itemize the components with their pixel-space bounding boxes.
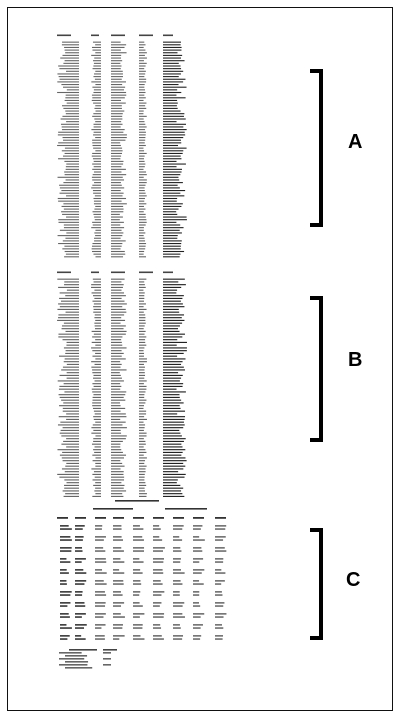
bracket-label-c: C bbox=[346, 569, 361, 591]
fine-print-lines bbox=[55, 278, 203, 498]
bracket-a bbox=[310, 69, 326, 227]
listing-a-header bbox=[55, 33, 203, 40]
summary-table-rows bbox=[55, 495, 245, 690]
bracket-b bbox=[310, 296, 326, 442]
document-page bbox=[7, 7, 393, 711]
fine-print-lines bbox=[55, 41, 203, 258]
summary-table bbox=[55, 495, 245, 685]
summary-fine-print bbox=[55, 495, 245, 685]
listing-b-header bbox=[55, 270, 203, 277]
listing-b-rows bbox=[55, 278, 203, 503]
listing-a-rows bbox=[55, 41, 203, 263]
bracket-label-b: B bbox=[348, 349, 363, 371]
listing-b bbox=[55, 270, 203, 495]
listing-a bbox=[55, 33, 203, 258]
bracket-label-a: A bbox=[348, 131, 363, 153]
bracket-c bbox=[310, 528, 326, 640]
